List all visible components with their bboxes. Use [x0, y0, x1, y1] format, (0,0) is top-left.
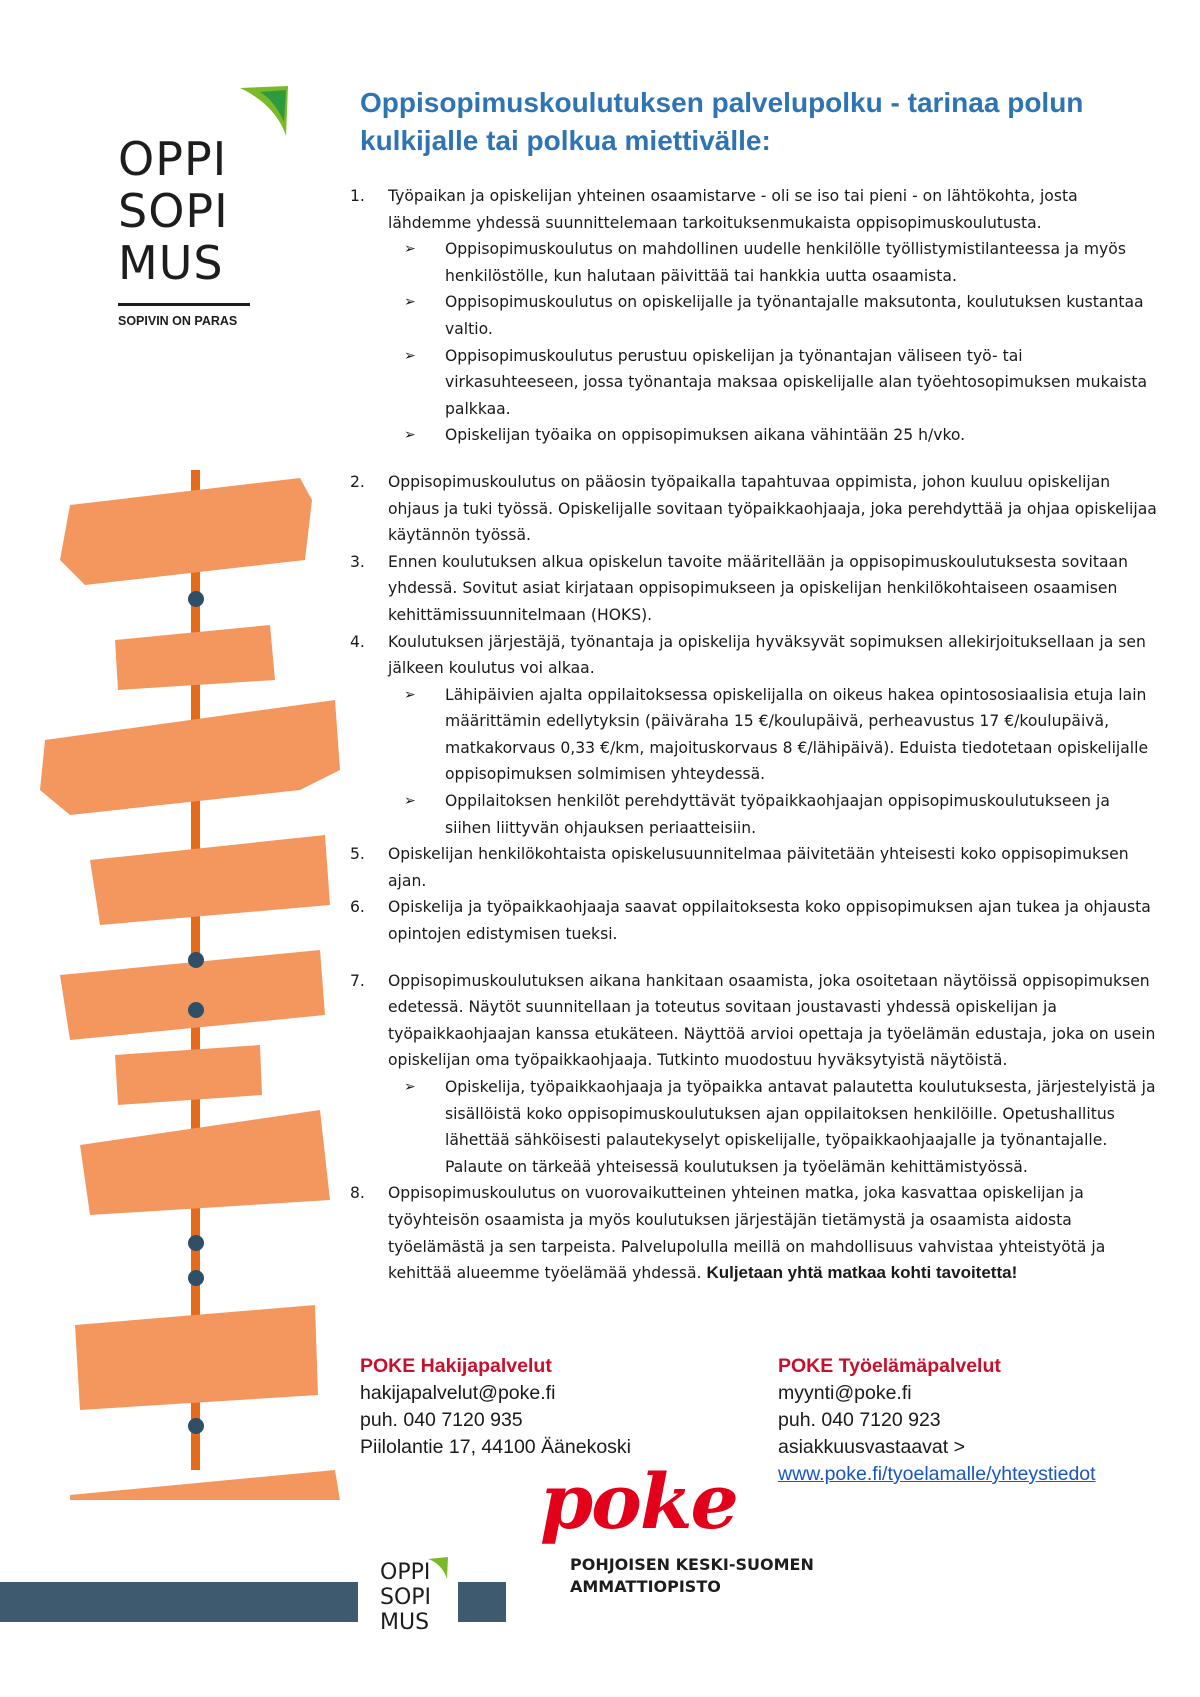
- poke-subtitle-line1: POHJOISEN KESKI-SUOMEN: [570, 1555, 814, 1574]
- signpost-brush-7: [80, 1110, 330, 1215]
- poke-subtitle-line2: AMMATTIOPISTO: [570, 1577, 721, 1596]
- footer-bar-right: [458, 1582, 506, 1622]
- path-node: [188, 1235, 204, 1251]
- contact-link[interactable]: www.poke.fi/tyoelamalle/yhteystiedot: [778, 1463, 1096, 1485]
- oppisopimus-logo-small: [380, 1560, 431, 1635]
- logo-word-1: OPPI: [380, 1560, 431, 1585]
- item-number: 1.: [350, 187, 365, 205]
- item-text: Oppisopimuskoulutuksen aikana hankitaan osaamista, joka osoitetaan näytöissä oppisopimuksen edetessä. Näytöt suunnitellaan ja toteutus sovitaan joustavasti yhdessä opiskelijan ja työpaikkaohjaajan kanssa etukäteen. Näyttöä arvioi opettaja ja työelämän edustaja, joka on usein opiskelijan oma työpaikkaohjaaja. Tutkinto muodostuu hyväksytyistä näytöistä.: [388, 971, 1156, 1070]
- logo-word-3: MUS: [380, 1610, 430, 1635]
- sub-text: Oppisopimuskoulutus on opiskelijalle ja työnantajalle maksutonta, koulutuksen kustantaa valtio.: [445, 293, 1144, 338]
- signpost-brush-1: [60, 478, 312, 585]
- signpost-brush-4: [90, 835, 330, 925]
- path-node: [188, 952, 204, 968]
- item-text: Työpaikan ja opiskelijan yhteinen osaamistarve - oli se iso tai pieni - on lähtökohta, josta lähdemme yhdessä suunnittelemaan tarkoituksenmukaista oppisopimuskoulutusta.: [388, 187, 1078, 232]
- arrow-bullet-icon: ➢: [404, 793, 416, 810]
- list-item-3: [350, 549, 1160, 629]
- sub-text: Oppilaitoksen henkilöt perehdyttävät työpaikkaohjaajan oppisopimuskoulutukseen ja siihen liittyvän ohjauksen periaatteisiin.: [445, 792, 1110, 837]
- arrow-bullet-icon: ➢: [404, 686, 416, 703]
- list-item-7: [350, 968, 1160, 1074]
- item-number: 5.: [350, 845, 365, 864]
- sub-item: [350, 1074, 1160, 1180]
- arrow-bullet-icon: ➢: [404, 241, 416, 258]
- footer-bar-left: [0, 1582, 358, 1622]
- logo-word-3: MUS: [118, 236, 224, 290]
- signpost-brush-6: [115, 1045, 262, 1105]
- sub-text: Lähipäivien ajalta oppilaitoksessa opiskelijalla on oikeus hakea opintososiaalisia etuja lain määrittämin edellytyksin (päiväraha 15 €/koulupäivä, perheavustus 17 €/koulupäivä, matkakorvaus 0,33 €/km, majoituskorvaus 8 €/lähipäivä). Eduista tiedotetaan opiskelijalle oppisopimuksen solmimisen yhteydessä.: [445, 685, 1149, 784]
- item-text: Koulutuksen järjestäjä, työnantaja ja opiskelija hyväksyvät sopimuksen allekirjoituksellaan ja sen jälkeen koulutus voi alkaa.: [388, 632, 1146, 678]
- logo-word-2: SOPI: [380, 1585, 432, 1610]
- page-title: Oppisopimuskoulutuksen palvelupolku - tarinaa polun kulkijalle tai polkua miettivälle:: [360, 87, 1084, 156]
- list-item-8: [350, 1180, 1160, 1286]
- sub-item: [350, 236, 1160, 289]
- contact-email[interactable]: myynti@poke.fi: [778, 1382, 912, 1404]
- item-text: Opiskelija ja työpaikkaohjaaja saavat oppilaitoksesta koko oppisopimuksen ajan tukea ja ohjausta opintojen edistymisen tueksi.: [388, 898, 1151, 944]
- contact-heading: POKE Hakijapalvelut: [360, 1355, 552, 1377]
- item-number: 3.: [350, 552, 365, 571]
- list-item-1: [350, 183, 1160, 236]
- contact-applicant-services: [360, 1353, 631, 1461]
- signpost-brush-3: [40, 700, 340, 815]
- oppisopimus-logo: [118, 88, 288, 338]
- logo-slogan: SOPIVIN ON PARAS: [118, 314, 238, 328]
- contact-heading: POKE Työelämäpalvelut: [778, 1355, 1001, 1377]
- item-number: 2.: [350, 472, 365, 491]
- item-number: 8.: [350, 1184, 365, 1203]
- service-path-list: [350, 183, 1160, 1287]
- signpost-brush-9: [70, 1470, 340, 1500]
- sub-text: Opiskelijan työaika on oppisopimuksen aikana vähintään 25 h/vko.: [445, 426, 966, 445]
- contact-phone: puh. 040 7120 923: [778, 1409, 941, 1431]
- item-text: Oppisopimuskoulutus on vuorovaikutteinen yhteinen matka, joka kasvattaa opiskelijan ja työyhteisön osaamista ja myös koulutuksen järjestäjän tietämystä ja osaamista aidosta työelämästä ja sen tarpeista. Palvelupolulla meillä on mahdollisuus vahvistaa yhteistyötä ja kehittää alueemme työelämää yhdessä.: [388, 1184, 1106, 1283]
- list-item-5: [350, 841, 1160, 894]
- logo-word-1: OPPI: [118, 132, 228, 186]
- contact-extra: asiakkuusvastaavat >: [778, 1436, 965, 1458]
- list-item-6: [350, 894, 1160, 947]
- contact-email[interactable]: hakijapalvelut@poke.fi: [360, 1382, 556, 1404]
- path-node: [188, 591, 204, 607]
- list-item-2: [350, 469, 1160, 549]
- item-text: Oppisopimuskoulutus on pääosin työpaikalla tapahtuvaa oppimista, johon kuuluu opiskelijan ohjaus ja tuki työssä. Opiskelijalle sovitaan työpaikkaohjaaja, joka perehdyttää ja ohjaa opiskelijaa käytännön työssä.: [388, 472, 1157, 545]
- leaf-icon: [428, 1557, 450, 1581]
- sub-item: [350, 343, 1160, 423]
- arrow-bullet-icon: ➢: [404, 427, 416, 444]
- list-item-4: [350, 629, 1160, 682]
- item-text: Opiskelijan henkilökohtaista opiskelusuunnitelmaa päivitetään yhteisesti koko oppisopimuksen ajan.: [388, 845, 1129, 890]
- arrow-bullet-icon: ➢: [404, 294, 416, 311]
- sub-text: Oppisopimuskoulutus perustuu opiskelijan ja työnantajan väliseen työ- tai virkasuhteeseen, jossa työnantaja maksaa opiskelijalle alan työehtosopimuksen mukaista palkkaa.: [445, 346, 1148, 418]
- poke-subtitle: [570, 1554, 814, 1598]
- logo-divider: [118, 303, 250, 306]
- contact-workplace-services: [778, 1353, 1096, 1488]
- sub-item: [350, 289, 1160, 342]
- arrow-bullet-icon: ➢: [404, 1079, 416, 1095]
- path-node: [188, 1418, 204, 1434]
- sub-text: Opiskelija, työpaikkaohjaaja ja työpaikka antavat palautetta koulutuksesta, järjestelyistä ja sisällöistä koko oppisopimuskoulutuksen ajan oppilaitoksen henkilöille. Opetushallitus lähettää sähköisesti palautekyselyt opiskelijalle, työpaikkaohjaajalle ja työnantajalle. Palaute on tärkeää yhteisessä koulutuksen ja työelämän kehittämistyössä.: [445, 1078, 1156, 1176]
- arrow-bullet-icon: ➢: [404, 347, 416, 364]
- contact-phone: puh. 040 7120 935: [360, 1409, 523, 1431]
- item-number: 4.: [350, 632, 365, 651]
- path-node: [188, 1002, 204, 1018]
- item-number: 7.: [350, 971, 365, 990]
- signpost-brush-8: [75, 1305, 318, 1410]
- sub-item: [350, 788, 1160, 841]
- leaf-icon: [240, 86, 292, 138]
- path-node: [188, 1270, 204, 1286]
- sub-text: Oppisopimuskoulutus on mahdollinen uudelle henkilölle työllistymistilanteessa ja myös henkilöstölle, kun halutaan päivittää tai hankkia uutta osaamista.: [445, 240, 1126, 285]
- sub-item: [350, 422, 1160, 449]
- signpost-brush-2: [115, 625, 275, 690]
- sub-item: [350, 682, 1160, 788]
- logo-word-2: SOPI: [118, 184, 229, 238]
- contact-address: Piilolantie 17, 44100 Äänekoski: [360, 1436, 632, 1458]
- closing-slogan: Kuljetaan yhtä matkaa kohti tavoitetta!: [706, 1263, 1018, 1283]
- poke-wordmark: poke: [540, 1457, 737, 1546]
- item-number: 6.: [350, 898, 365, 917]
- item-text: Ennen koulutuksen alkua opiskelun tavoite määritellään ja oppisopimuskoulutuksesta sovitaan yhdessä. Sovitut asiat kirjataan oppisopimukseen ja opiskelijan henkilökohtaiseen osaamisen kehittämissuunnitelmaan (HOKS).: [388, 552, 1128, 624]
